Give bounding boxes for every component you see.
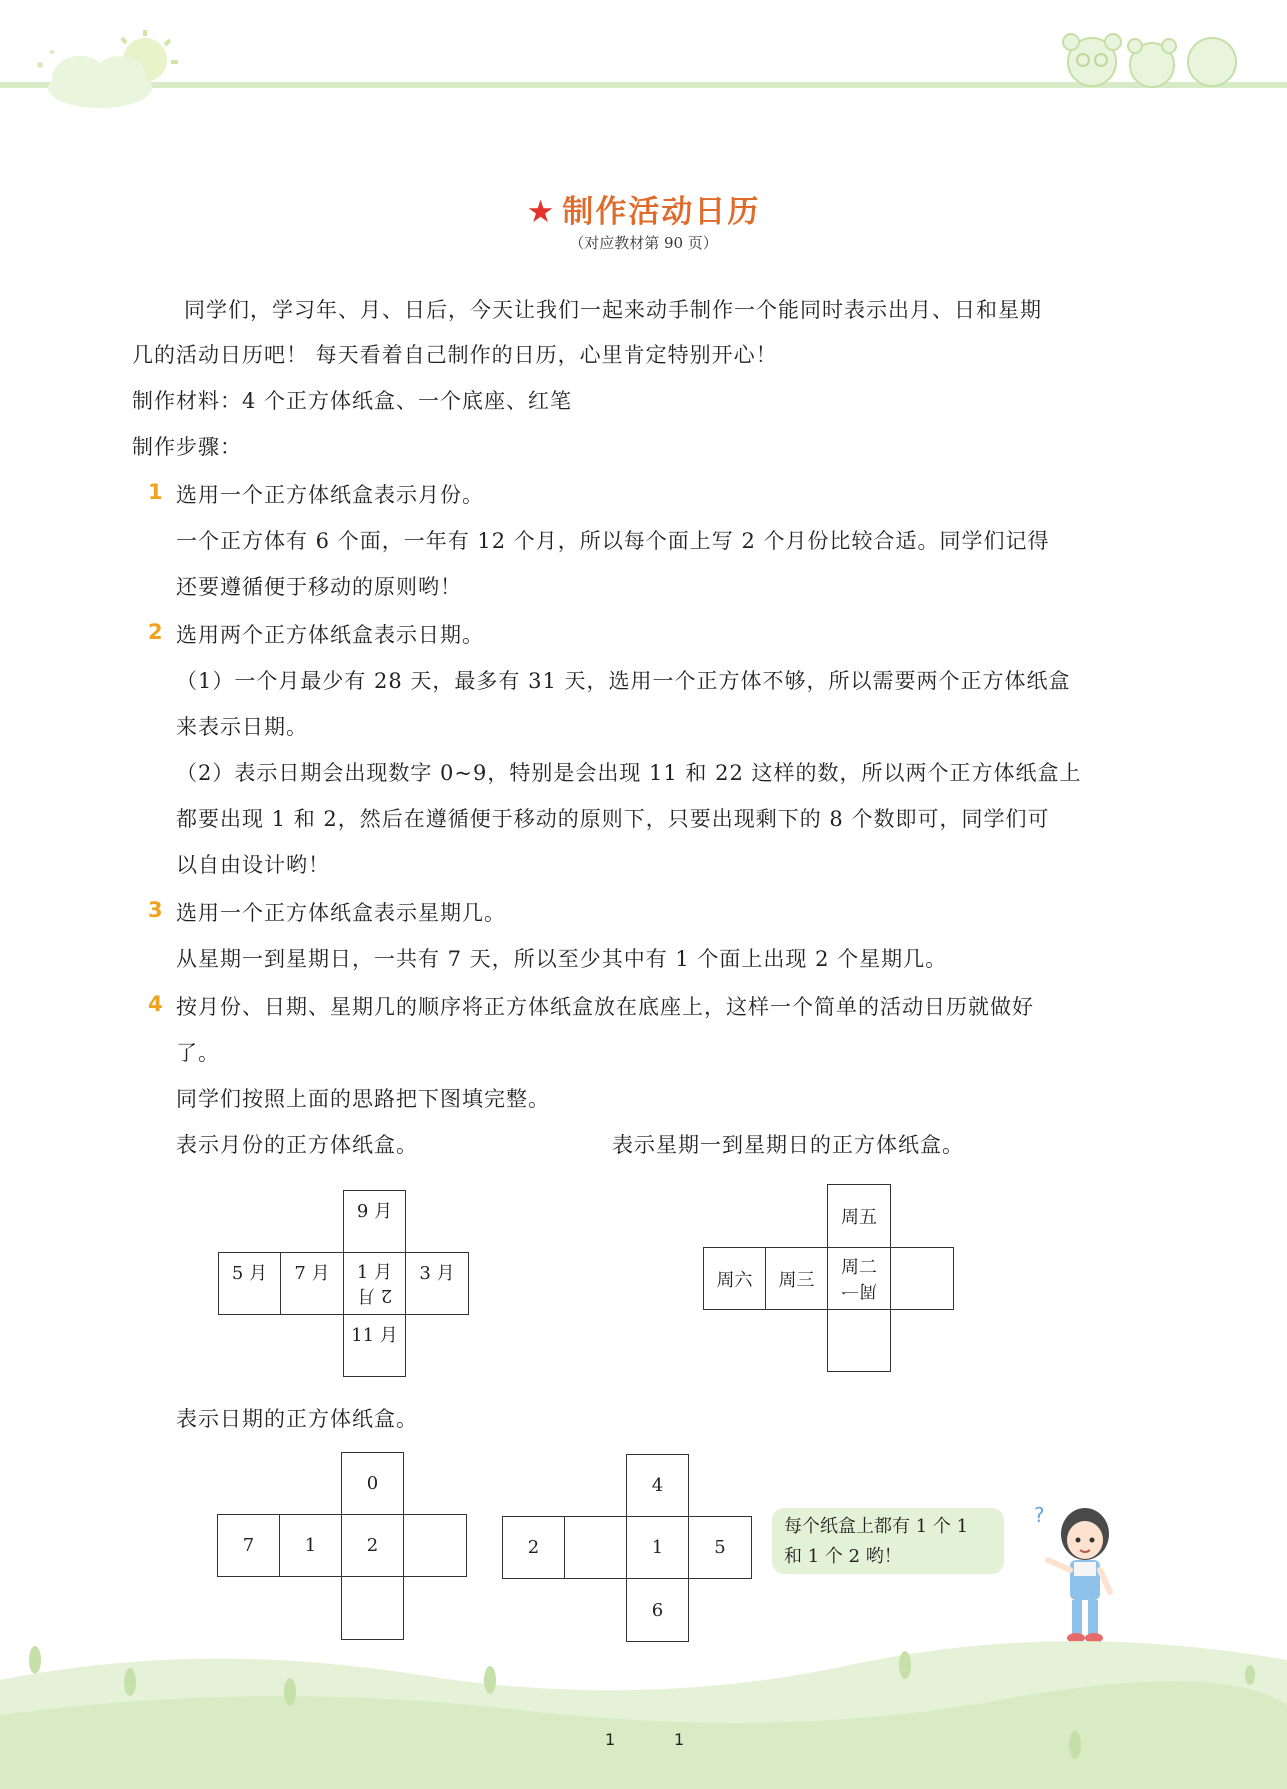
step-number: 2	[148, 620, 163, 644]
step-text: 同学们按照上面的思路把下图填完整。	[176, 1087, 550, 1111]
bubble-line: 和 1 个 2 哟！	[784, 1546, 902, 1567]
step-text: 都要出现 1 和 2，然后在遵循便于移动的原则下，只要出现剩下的 8 个数即可，同学们可	[176, 807, 1050, 831]
step-text: 选用两个正方体纸盒表示日期。	[176, 623, 484, 647]
step-text: 按月份、日期、星期几的顺序将正方体纸盒放在底座上，这样一个简单的活动日历就做好	[176, 995, 1034, 1019]
net-cell-text-flipped: 2 月	[356, 1284, 393, 1306]
page-number-digit: 1	[674, 1730, 685, 1749]
steps-label: 制作步骤：	[132, 435, 242, 459]
net-cell	[403, 1514, 467, 1577]
net-cell: 2	[502, 1516, 565, 1579]
net-cell: 2	[341, 1514, 404, 1577]
net-cell: 3 月	[405, 1252, 469, 1315]
net-cell	[827, 1309, 891, 1372]
step-text: 以自由设计哟！	[176, 853, 330, 877]
step-number: 4	[148, 992, 163, 1016]
hills-icon	[0, 1620, 1287, 1789]
net-cell: 1	[626, 1516, 689, 1579]
net-cell: 9 月	[343, 1190, 406, 1253]
net-cell: 5 月	[218, 1252, 281, 1315]
step-number: 3	[148, 898, 163, 922]
bubble-line: 每个纸盒上都有 1 个 1	[784, 1516, 969, 1537]
net-cell: 4	[626, 1454, 689, 1517]
month-caption: 表示月份的正方体纸盒。	[176, 1133, 418, 1157]
subtitle: （对应教材第 90 页）	[569, 234, 718, 252]
step-text: 还要遵循便于移动的原则哟！	[176, 575, 462, 599]
animals-icon	[1057, 20, 1247, 90]
net-cell	[343, 1252, 406, 1315]
net-cell: 11 月	[343, 1314, 406, 1377]
net-cell: 周六	[703, 1247, 766, 1310]
page-title: ★ 制作活动日历	[526, 194, 761, 230]
net-cell-text: 1 月	[356, 1261, 393, 1283]
net-cell: 6	[626, 1578, 689, 1642]
net-cell: 周五	[827, 1184, 891, 1248]
net-cell	[827, 1247, 891, 1310]
step-text: 了。	[176, 1041, 220, 1065]
step-text: 从星期一到星期日，一共有 7 天，所以至少其中有 1 个面上出现 2 个星期几。	[176, 947, 948, 971]
step-text: 选用一个正方体纸盒表示月份。	[176, 483, 484, 507]
net-cell: 7 月	[280, 1252, 344, 1315]
step-number: 1	[148, 480, 163, 504]
intro-line-1: 同学们，学习年、月、日后，今天让我们一起来动手制作一个能同时表示出月、日和星期	[184, 298, 1042, 322]
net-cell: 1	[279, 1514, 342, 1577]
step-text: 一个正方体有 6 个面，一年有 12 个月，所以每个面上写 2 个月份比较合适。同学们记得	[176, 529, 1050, 553]
step-text: 来表示日期。	[176, 715, 308, 739]
step-text: （1）一个月最少有 28 天，最多有 31 天，选用一个正方体不够，所以需要两个正方体纸盒	[176, 669, 1071, 693]
materials: 制作材料：4 个正方体纸盒、一个底座、红笔	[132, 389, 573, 413]
net-cell: 0	[341, 1452, 404, 1515]
net-cell: 7	[217, 1514, 280, 1577]
net-cell: 5	[688, 1516, 752, 1579]
week-caption: 表示星期一到星期日的正方体纸盒。	[612, 1133, 964, 1157]
step-text: 选用一个正方体纸盒表示星期几。	[176, 901, 506, 925]
net-cell-text: 周二	[841, 1256, 877, 1278]
page-number-digit: 1	[605, 1730, 616, 1749]
intro-line-2: 几的活动日历吧！ 每天看着自己制作的日历，心里肯定特别开心！	[132, 343, 778, 367]
speech-bubble	[772, 1508, 1004, 1574]
net-cell	[564, 1516, 627, 1579]
star-icon: ★	[526, 194, 557, 230]
sun-cloud-icon	[30, 30, 180, 110]
net-cell	[890, 1247, 954, 1310]
net-cell: 周三	[765, 1247, 828, 1310]
svg-text:?: ?	[1034, 1503, 1045, 1527]
net-cell-text-flipped: 周一	[841, 1279, 877, 1301]
date-caption: 表示日期的正方体纸盒。	[176, 1407, 418, 1431]
step-text: （2）表示日期会出现数字 0~9，特别是会出现 11 和 22 这样的数，所以两个正方体纸盒上	[176, 761, 1082, 785]
